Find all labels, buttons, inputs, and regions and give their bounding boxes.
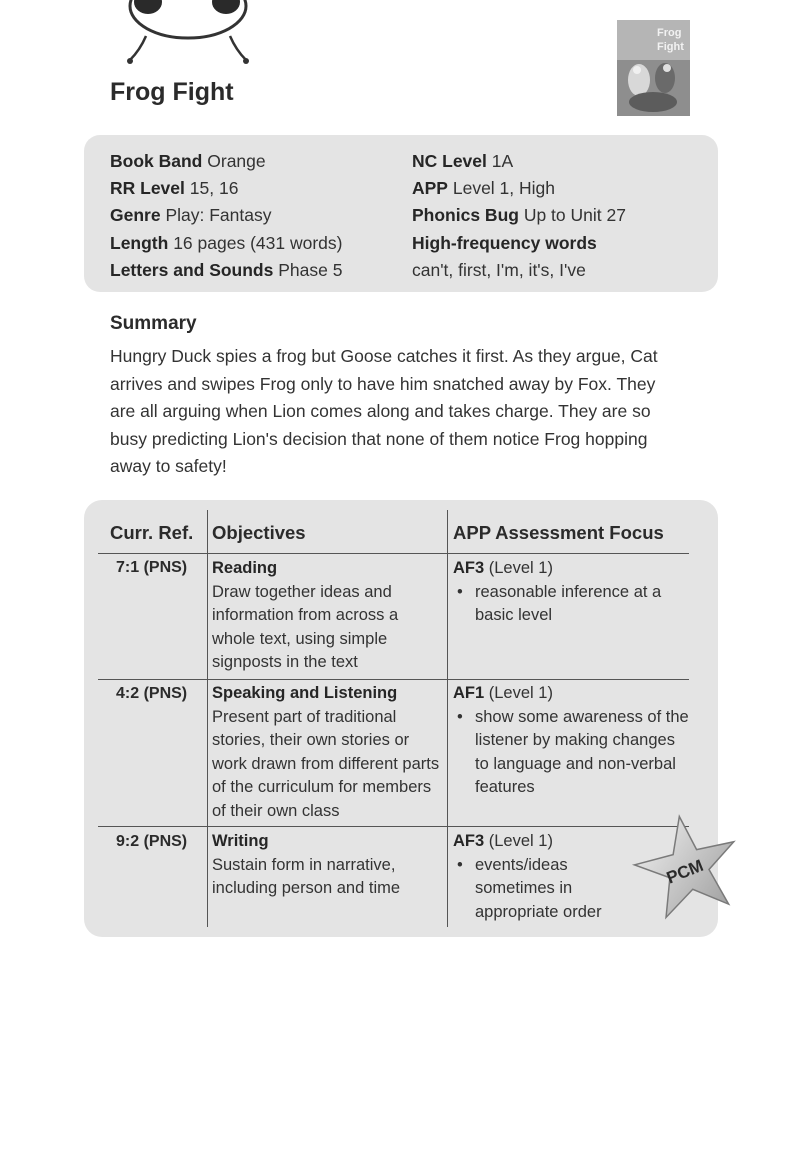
objective-title: Reading <box>212 559 278 577</box>
info-column-right <box>412 148 626 284</box>
info-rr-level: RR Level 15, 16 <box>110 178 239 199</box>
info-high-frequency-words-list: can't, first, I'm, it's, I've <box>412 259 586 280</box>
header-divider <box>98 553 689 554</box>
objectives-table <box>84 500 718 937</box>
row-assessment-focus <box>453 682 693 800</box>
row-ref: 4:2 (PNS) <box>116 685 188 702</box>
row-ref: 7:1 (PNS) <box>116 559 188 576</box>
info-app: APP Level 1, High <box>412 178 556 199</box>
row-divider <box>98 679 689 680</box>
objective-title: Writing <box>212 832 269 850</box>
row-objective <box>212 830 440 901</box>
info-nc-level: NC Level 1A <box>412 151 514 171</box>
row-objective <box>212 557 440 675</box>
book-cover-icon <box>617 20 690 116</box>
row-ref: 9:2 (PNS) <box>116 833 188 850</box>
info-high-frequency-words-label: High-frequency words <box>412 232 597 253</box>
info-book-band: Book Band Orange <box>110 151 266 171</box>
objective-text: Present part of traditional stories, their own stories or work drawn from different parts of the curriculum for members of their own class <box>212 707 440 820</box>
row-assessment-focus <box>453 557 693 628</box>
page-title: Frog Fight <box>110 78 234 106</box>
af-heading: AF3 (Level 1) <box>453 832 553 850</box>
cover-title-line-2: Fight <box>657 41 684 53</box>
frog-mascot-icon <box>118 0 258 70</box>
info-column-left <box>110 148 342 284</box>
info-genre: Genre Play: Fantasy <box>110 205 272 226</box>
header-objectives: Objectives <box>212 522 306 543</box>
column-divider <box>447 510 448 927</box>
af-bullet: • reasonable inference at a basic level <box>453 581 693 628</box>
pcm-label: PCM <box>663 855 707 888</box>
row-objective <box>212 682 440 824</box>
af-bullet: • show some awareness of the listener by making changes to language and non-verbal features <box>453 706 693 800</box>
af-heading: AF1 (Level 1) <box>453 684 553 702</box>
summary-heading: Summary <box>110 313 197 334</box>
info-phonics-bug: Phonics Bug Up to Unit 27 <box>412 205 626 226</box>
info-letters-and-sounds: Letters and Sounds Phase 5 <box>110 259 343 280</box>
objective-title: Speaking and Listening <box>212 684 398 702</box>
objective-text: Sustain form in narrative, including person and time <box>212 855 401 898</box>
column-divider <box>207 510 208 927</box>
objective-text: Draw together ideas and information from across a whole text, using simple signposts in the text <box>212 582 399 672</box>
af-heading: AF3 (Level 1) <box>453 559 553 577</box>
book-info-panel <box>84 135 718 292</box>
row-divider <box>98 826 689 827</box>
star-badge-icon <box>628 812 746 924</box>
header-app-focus: APP Assessment Focus <box>453 522 664 543</box>
header-curr-ref: Curr. Ref. <box>110 522 194 543</box>
summary-text: Hungry Duck spies a frog but Goose catches it first. As they argue, Cat arrives and swipes Frog only to have him snatched away by Fox. They are all arguing when Lion comes along and takes charge. They are so busy predicting Lion's decision that none of them notice Frog hopping away to safety! <box>110 346 658 476</box>
info-length: Length 16 pages (431 words) <box>110 232 343 253</box>
cover-title-line-1: Frog <box>657 27 682 39</box>
row-assessment-focus <box>453 830 633 924</box>
af-bullet: • events/ideas sometimes in appropriate order <box>453 854 633 925</box>
